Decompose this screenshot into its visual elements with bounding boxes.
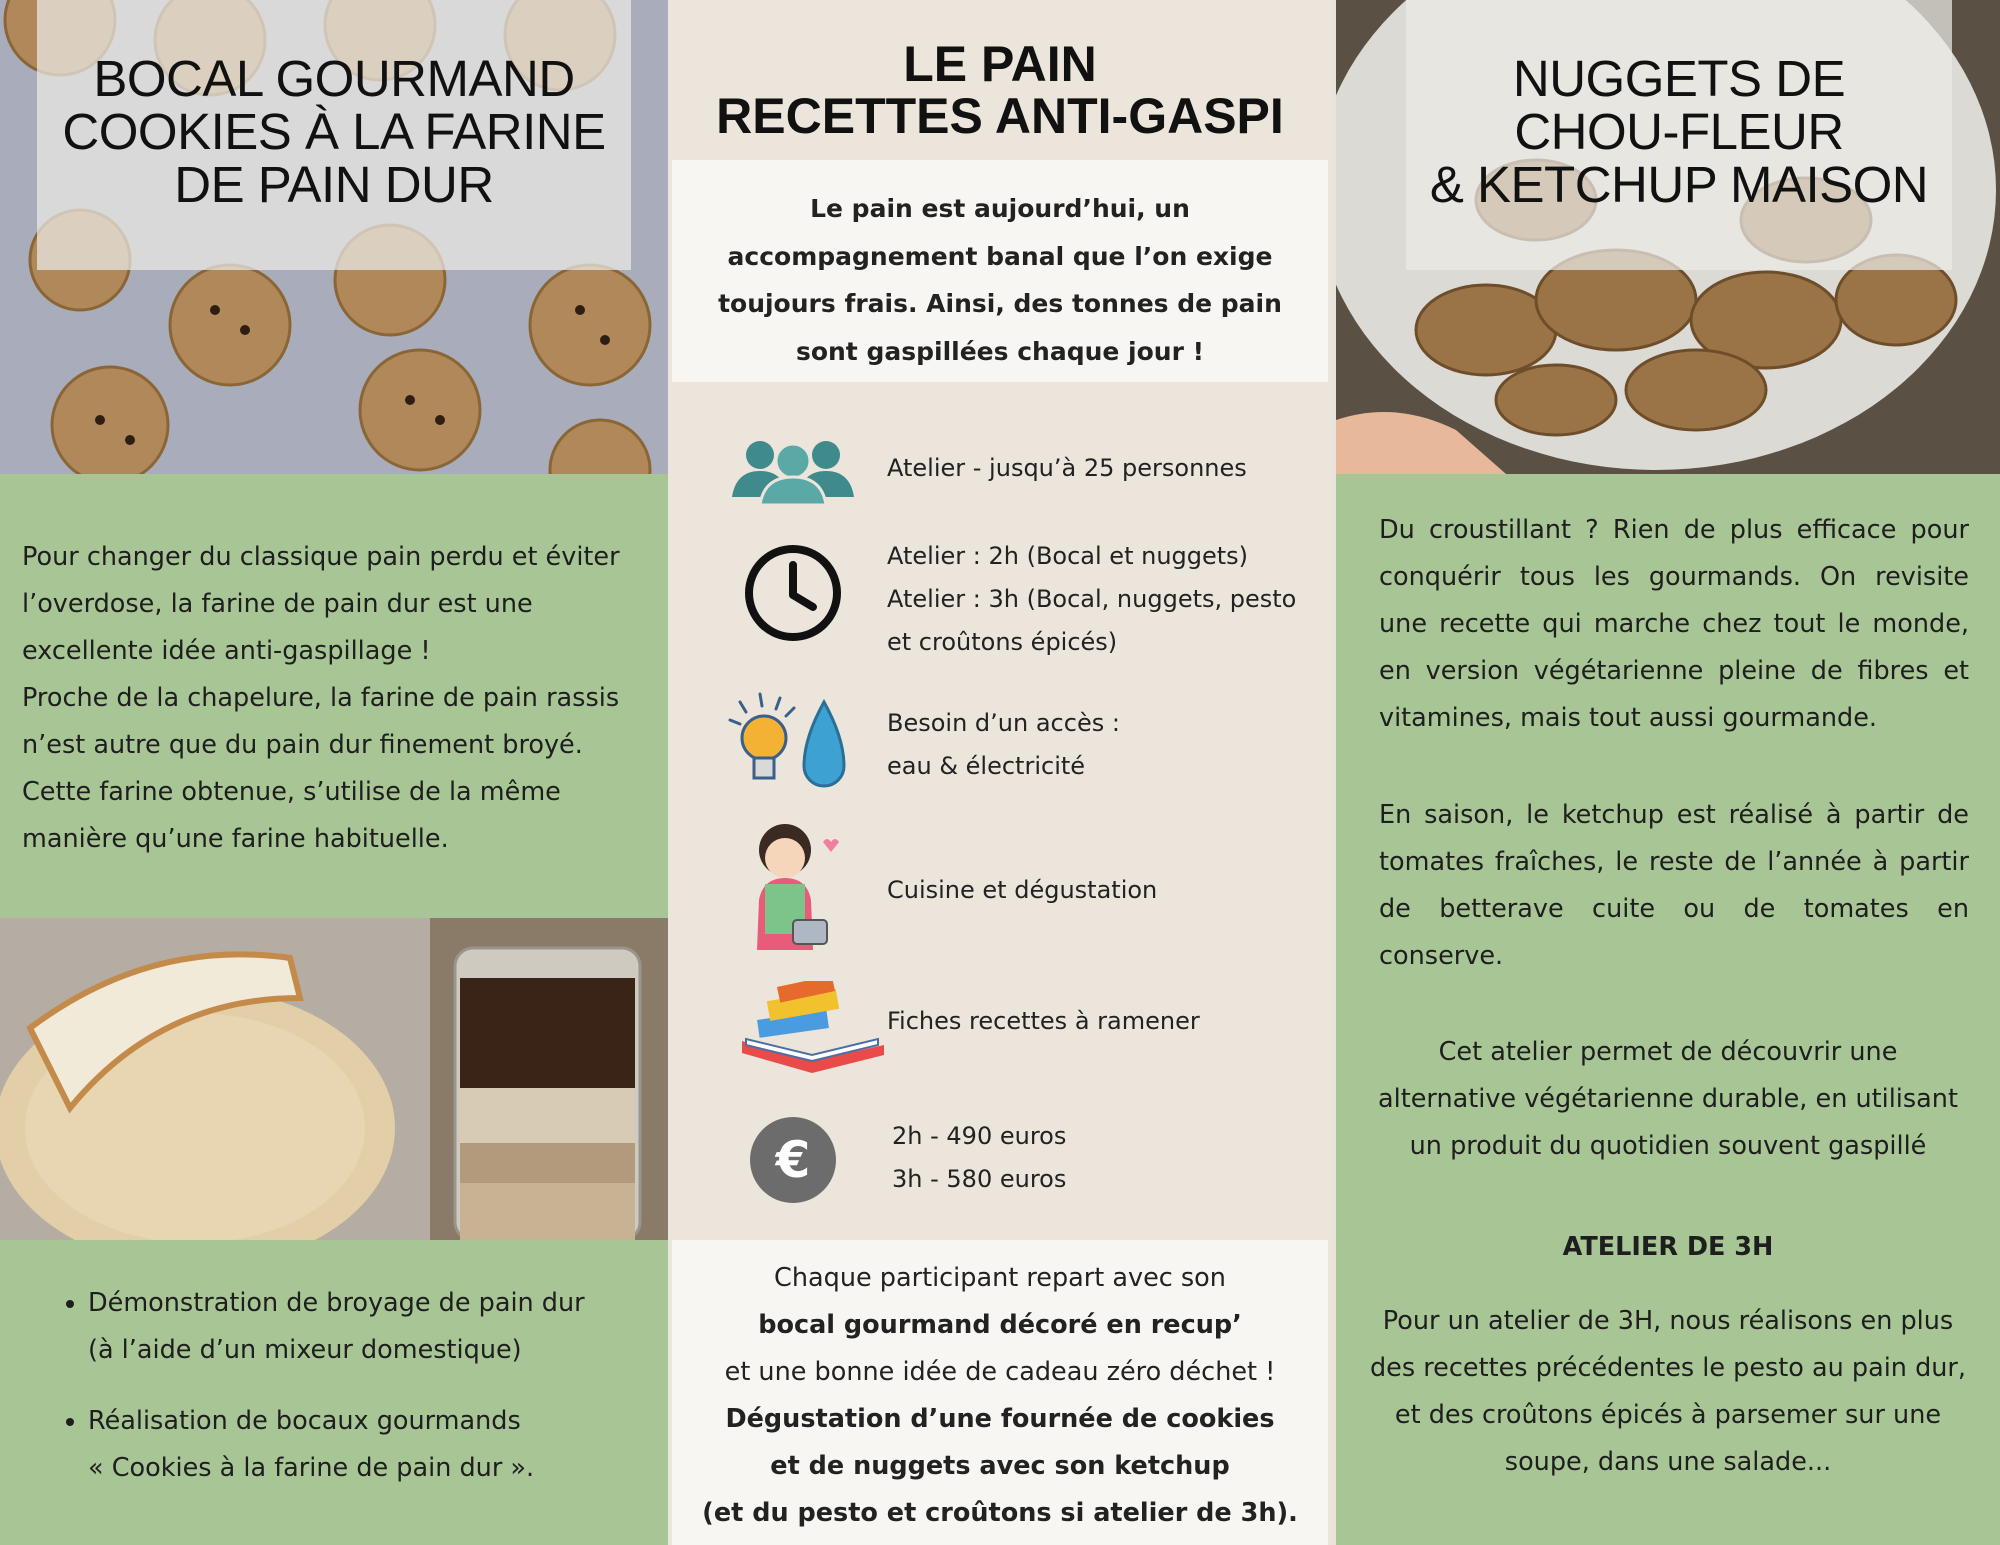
info-text [887,535,1296,664]
paragraph-ketchup [1379,792,1969,980]
right-column [1336,0,2000,1545]
paragraph-crunchy [1379,507,1969,742]
page-title-line: LE PAIN [903,36,1097,92]
info-line: eau & électricité [887,752,1086,780]
left-title [37,0,631,270]
info-row-recipes [668,980,1332,1080]
text-line: accompagnement banal que l’on exige [727,241,1273,271]
info-line: Besoin d’un accès : [887,709,1120,737]
info-row-participants [668,430,1332,510]
left-title-line: COOKIES À LA FARINE [62,103,606,160]
page-title [668,38,1332,142]
right-text-panel [1336,474,2000,1545]
right-title-line: & KETCHUP MAISON [1429,156,1929,213]
info-row-activity [668,820,1332,960]
clock-icon [728,535,858,650]
svg-text:€: € [775,1131,811,1189]
text-line: Cet atelier permet de découvrir une [1438,1037,1898,1067]
text-line: excellente idée anti-gaspillage ! [22,636,431,666]
text-line: soupe, dans une salade... [1504,1447,1832,1477]
intro-box [672,160,1328,382]
left-intro-panel [0,474,668,918]
info-line: Atelier : 3h (Bocal, nuggets, pesto [887,585,1297,613]
left-activities-panel [0,1240,668,1545]
text-line: Proche de la chapelure, la farine de pain rassis [22,683,620,713]
euro-icon [728,1110,858,1210]
info-line: Cuisine et dégustation [887,876,1158,904]
text-line: et de nuggets avec son ketchup [770,1451,1230,1481]
info-text [892,1115,1066,1201]
text-line: des recettes précédentes le pesto au pain dur, [1369,1353,1967,1383]
text-line: l’overdose, la farine de pain dur est une [22,589,533,619]
text-line: en version végétarienne pleine de fibres et [1379,656,1969,686]
list-item-line: (à l’aide d’un mixeur domestique) [88,1335,522,1365]
info-line: 3h - 580 euros [892,1165,1067,1193]
info-row-requirements [668,690,1332,800]
group-people-icon [728,430,858,510]
right-title-line: CHOU-FLEUR [1514,103,1844,160]
text-line: et une bonne idée de cadeau zéro déchet ! [724,1357,1276,1387]
recipe-books-icon [738,980,888,1080]
text-line: alternative végétarienne durable, en utilisant [1378,1084,1958,1114]
activities-list [48,1280,668,1516]
right-title [1406,0,1952,270]
closing-box [672,1240,1328,1545]
right-title-line: NUGGETS DE [1512,50,1846,107]
text-line: tomates fraîches, le reste de l’année à partir [1379,847,1969,877]
list-item-line: • Démonstration de broyage de pain dur [88,1288,585,1318]
text-line: Pour changer du classique pain perdu et éviter [22,542,620,572]
text-line: n’est autre que du pain dur finement broyé. [22,730,583,760]
info-line: 2h - 490 euros [892,1122,1067,1150]
text-line: En saison, le ketchup est réalisé à partir de [1379,800,1969,830]
info-row-duration [668,535,1332,665]
bread-flour-and-jar-photos [0,918,668,1240]
text-line: Chaque participant repart avec son [774,1263,1226,1293]
text-line: une recette qui marche chez tout le monde, [1379,609,1969,639]
lightbulb-water-drop-icon [728,690,858,800]
info-text [887,1000,1200,1043]
text-line: Cette farine obtenue, s’utilise de la même [22,777,561,807]
text-line: Dégustation d’une fournée de cookies [725,1404,1275,1434]
bread-jar-illustration [0,918,668,1240]
text-line: un produit du quotidien souvent gaspillé [1409,1131,1927,1161]
paragraph-sustainable [1346,1029,1990,1170]
info-text [887,869,1157,912]
list-item-line: • Réalisation de bocaux gourmands [88,1406,521,1436]
left-title-line: BOCAL GOURMAND [93,50,575,107]
text-line: manière qu’une farine habituelle. [22,824,449,854]
text-line: de betterave cuite ou de tomates en [1379,894,1969,924]
info-text [887,702,1120,788]
text-line: Du croustillant ? Rien de plus efficace pour [1379,515,1969,545]
info-line: Fiches recettes à ramener [887,1007,1200,1035]
text-line: Le pain est aujourd’hui, un [810,194,1190,223]
info-line: et croûtons épicés) [887,628,1118,656]
info-line: Atelier : 2h (Bocal et nuggets) [887,542,1249,570]
left-title-line: DE PAIN DUR [174,156,494,213]
text-line: conquérir tous les gourmands. On revisite [1379,562,1969,592]
text-line: (et du pesto et croûtons si atelier de 3h). [702,1498,1298,1528]
page-title-line: RECETTES ANTI-GASPI [716,88,1284,144]
info-row-pricing [668,1110,1332,1210]
left-column [0,0,668,1545]
middle-column [668,0,1332,1545]
left-intro-text [22,534,642,863]
text-line: sont gaspillées chaque jour ! [795,336,1205,366]
paragraph-3h-workshop [1346,1298,1990,1486]
text-line: conserve. [1379,941,1504,971]
info-text [887,447,1247,490]
workshop-heading: ATELIER DE 3H [1562,1232,1774,1262]
text-line: bocal gourmand décoré en recup’ [758,1310,1242,1340]
text-line: vitamines, mais tout aussi gourmande. [1379,703,1878,733]
text-line: et des croûtons épicés à parsemer sur une [1394,1400,1942,1430]
list-item-line: « Cookies à la farine de pain dur ». [88,1453,535,1483]
info-line: Atelier - jusqu’à 25 personnes [887,454,1247,482]
cooking-woman-icon [728,820,858,960]
list-item [88,1398,668,1492]
text-line: Pour un atelier de 3H, nous réalisons en plus [1382,1306,1954,1336]
list-item [88,1280,668,1374]
text-line: toujours frais. Ainsi, des tonnes de pain [718,289,1282,318]
